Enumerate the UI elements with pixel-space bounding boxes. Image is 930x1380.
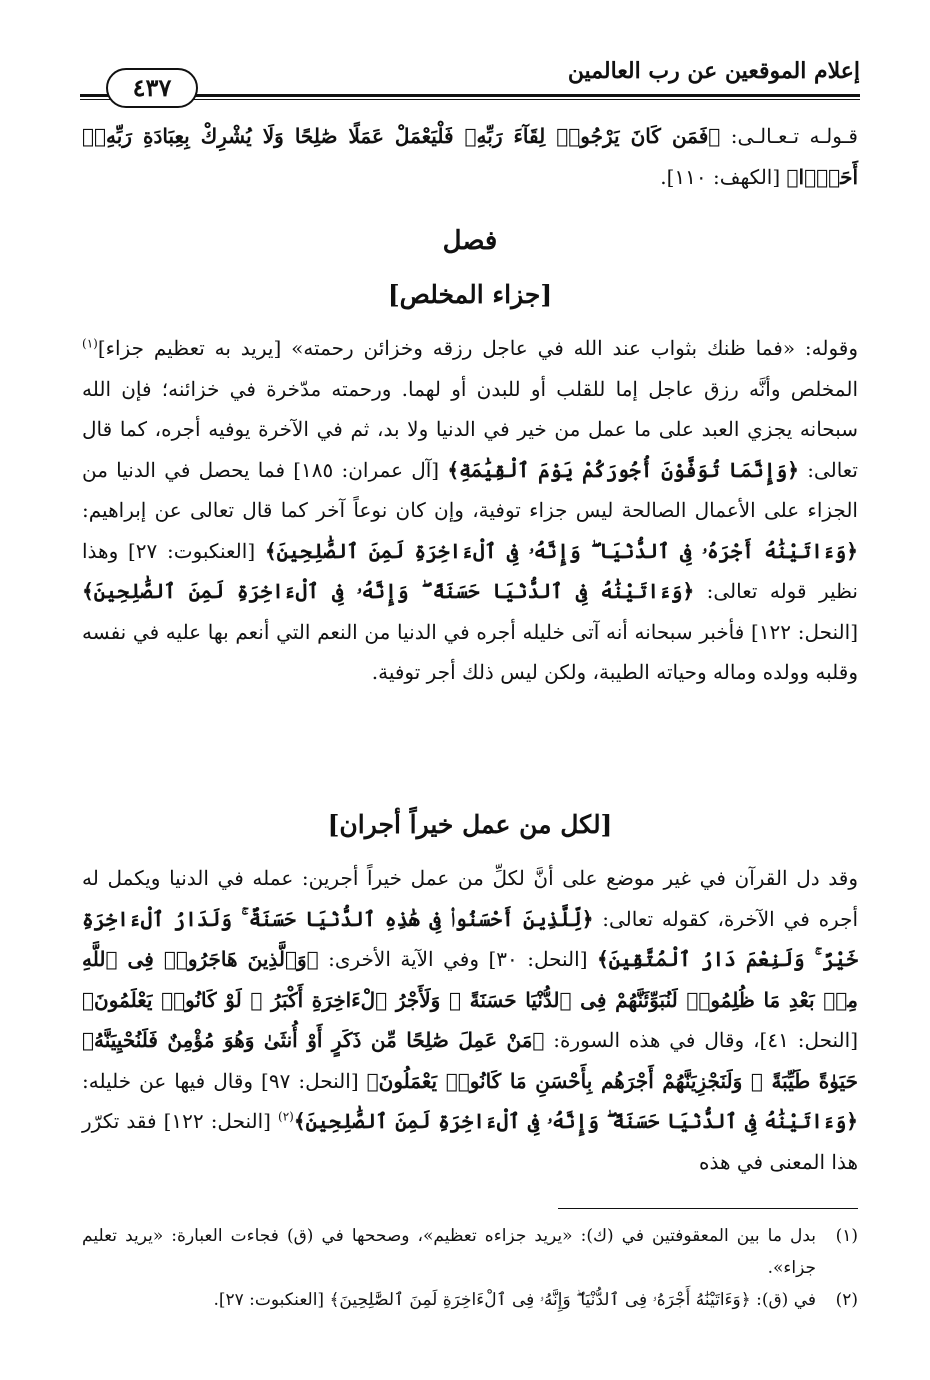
footnote-marker[interactable]: (١) xyxy=(82,336,98,351)
body-paragraph-2 xyxy=(82,858,858,1182)
footnote-marker[interactable]: (٢) xyxy=(278,1109,294,1124)
quran-verse: ﴿لِّلَّذِينَ أَحْسَنُوا۟ فِى هَٰذِهِ ٱلدُّنْيَا حَسَنَةٌ ۚ وَلَدَارُ ٱلْءَاخِرَةِ خَيْرٌ ۚ وَلَنِعْمَ دَارُ ٱلْمُتَّقِينَ﴾ xyxy=(82,906,858,971)
footnote-separator xyxy=(558,1208,858,1209)
body-text: وقال فيها عن خليله: xyxy=(82,1068,254,1093)
running-header-title: إعلام الموقعين عن رب العالمين xyxy=(567,58,860,84)
header-rule xyxy=(80,94,860,97)
verse-reference: [النحل: ٤١]، xyxy=(744,1028,858,1052)
section-heading-jaza: [جزاء المخلص] xyxy=(387,280,553,309)
body-text: وقوله: «فما ظنك بثواب عند الله في عاجل رزقه وخزائن رحمته» [يريد به تعظيم جزاء] xyxy=(97,336,858,360)
footnote-text: بدل ما بين المعقوفتين في (ك): «يريد جزاءه تعظيم»، وصححها في (ق) فجاءت العبارة: «يريد تعليم جزاء». xyxy=(82,1226,816,1278)
intro-paragraph xyxy=(82,116,858,197)
body-text: وقد دل القرآن في غير موضع على أنَّ لكلِّ من عمل خيراً أجرين: عمله في الدنيا ويكمل له أجره في الآخرة، كقوله تعالى: xyxy=(82,866,859,931)
footnote-item xyxy=(82,1220,858,1284)
body-text: فما يحصل في الدنيا من الجزاء على الأعمال الصالحة ليس جزاء توفية، وإن كان نوعاً آخر كما قال تعالى عن إبراهيم: xyxy=(82,457,858,522)
body-text: فقد تكرّر هذا المعنى في هذه xyxy=(82,1109,858,1174)
footnote-item xyxy=(82,1284,858,1316)
header-rule-thin xyxy=(80,99,860,100)
body-text: وهذا نظير قوله تعالى: xyxy=(82,538,859,603)
quran-verse: ﴿وَءَاتَيْنَٰهُ فِى ٱلدُّنْيَا حَسَنَةً ۖ وَإِنَّهُۥ فِى ٱلْءَاخِرَةِ لَمِنَ ٱلصَّٰلِحِينَ﴾ xyxy=(82,579,695,603)
intro-lead: قـولـه تـعـالـى: xyxy=(730,124,858,148)
footnotes xyxy=(82,1220,858,1316)
verse-reference: [النحل: ١٢٢] xyxy=(156,1109,279,1133)
verse-reference: [آل عمران: ١٨٥] xyxy=(285,457,448,482)
footnote-number: (١) xyxy=(835,1226,858,1246)
section-heading-likul: [لكل من عمل خيراً أجران] xyxy=(327,810,613,839)
verse-reference: [النحل: ٩٧] xyxy=(253,1068,367,1093)
quran-verse: ﴿وَٱلَّذِينَ هَاجَرُوا۟ فِى ٱللَّهِ مِنۢ بَعْدِ مَا ظُلِمُوا۟ لَنُبَوِّئَنَّهُمْ فِى ٱلدُّنْيَا حَسَنَةً ۖ وَلَأَجْرُ ٱلْءَاخِرَةِ أَكْبَرُ ۚ لَوْ كَانُوا۟ يَعْلَمُونَ﴾ xyxy=(82,947,858,1012)
page-number-badge: ٤٣٧ xyxy=(106,68,198,108)
verse-reference: [العنكبوت: ٢٧] xyxy=(118,538,265,563)
verse-reference: [النحل: ١٢٢] xyxy=(744,619,858,644)
verse-reference: [الكهف: ١١٠]. xyxy=(660,164,781,189)
section-heading-fasl: فصل xyxy=(442,226,498,256)
quran-verse: ﴿وَإِنَّمَا تُوَفَّوْنَ أُجُورَكُمْ يَوْمَ ٱلْقِيَٰمَةِ﴾ xyxy=(447,457,799,482)
quran-verse: ﴿مَنْ عَمِلَ صَٰلِحًا مِّن ذَكَرٍ أَوْ أُنثَىٰ وَهُوَ مُؤْمِنٌ فَلَنُحْيِيَنَّهُۥ حَيَوٰةً طَيِّبَةً ۖ وَلَنَجْزِيَنَّهُمْ أَجْرَهُم بِأَحْسَنِ مَا كَانُوا۟ يَعْمَلُونَ﴾ xyxy=(82,1028,858,1093)
body-text: وفي الآية الأخرى: xyxy=(318,947,479,971)
body-text: وقال في هذه السورة: xyxy=(544,1028,745,1052)
footnote-number: (٢) xyxy=(835,1290,858,1310)
quran-verse: ﴿فَمَن كَانَ يَرْجُوا۟ لِقَآءَ رَبِّهِۦ فَلْيَعْمَلْ عَمَلًا صَٰلِحًا وَلَا يُشْرِكْ بِعِبَادَةِ رَبِّهِۦٓ أَحَدًۢا﴾ xyxy=(82,124,858,189)
footnote-text: في (ق): ﴿وَءَاتَيْنَٰهُ أَجْرَهُۥ فِى ٱلدُّنْيَا ۖ وَإِنَّهُۥ فِى ٱلْءَاخِرَةِ لَمِنَ ٱلصَّٰلِحِينَ﴾ [العنكبوت: ٢٧]. xyxy=(213,1290,816,1310)
body-paragraph-1 xyxy=(82,328,858,693)
quran-verse: ﴿وَءَاتَيْنَٰهُ أَجْرَهُۥ فِى ٱلدُّنْيَا ۖ وَإِنَّهُۥ فِى ٱلْءَاخِرَةِ لَمِنَ ٱلصَّٰلِحِينَ﴾ xyxy=(264,538,858,563)
body-text: المخلص وأنَّه رزق عاجل إما للقلب أو للبدن أو لهما. ورحمته مدّخرة في خزائنه؛ فإن الله سبحانه يجزي العبد على ما عمل من خير في الدنيا ولا بد، ثم في الآخرة يوفيه أجره، كما قال تعالى: xyxy=(82,376,859,482)
verse-reference: [النحل: ٣٠] xyxy=(478,947,597,971)
body-text: فأخبر سبحانه أنه آتى خليله أجره في الدنيا من النعم التي أنعم بها عليه في نفسه وقلبه وولده وماله وحياته الطيبة، ولكن ليس ذلك أجر توفية. xyxy=(82,619,858,684)
quran-verse: ﴿وَءَاتَيْنَٰهُ فِى ٱلدُّنْيَا حَسَنَةً ۖ وَإِنَّهُۥ فِى ٱلْءَاخِرَةِ لَمِنَ ٱلصَّٰلِحِينَ﴾ xyxy=(293,1109,859,1133)
